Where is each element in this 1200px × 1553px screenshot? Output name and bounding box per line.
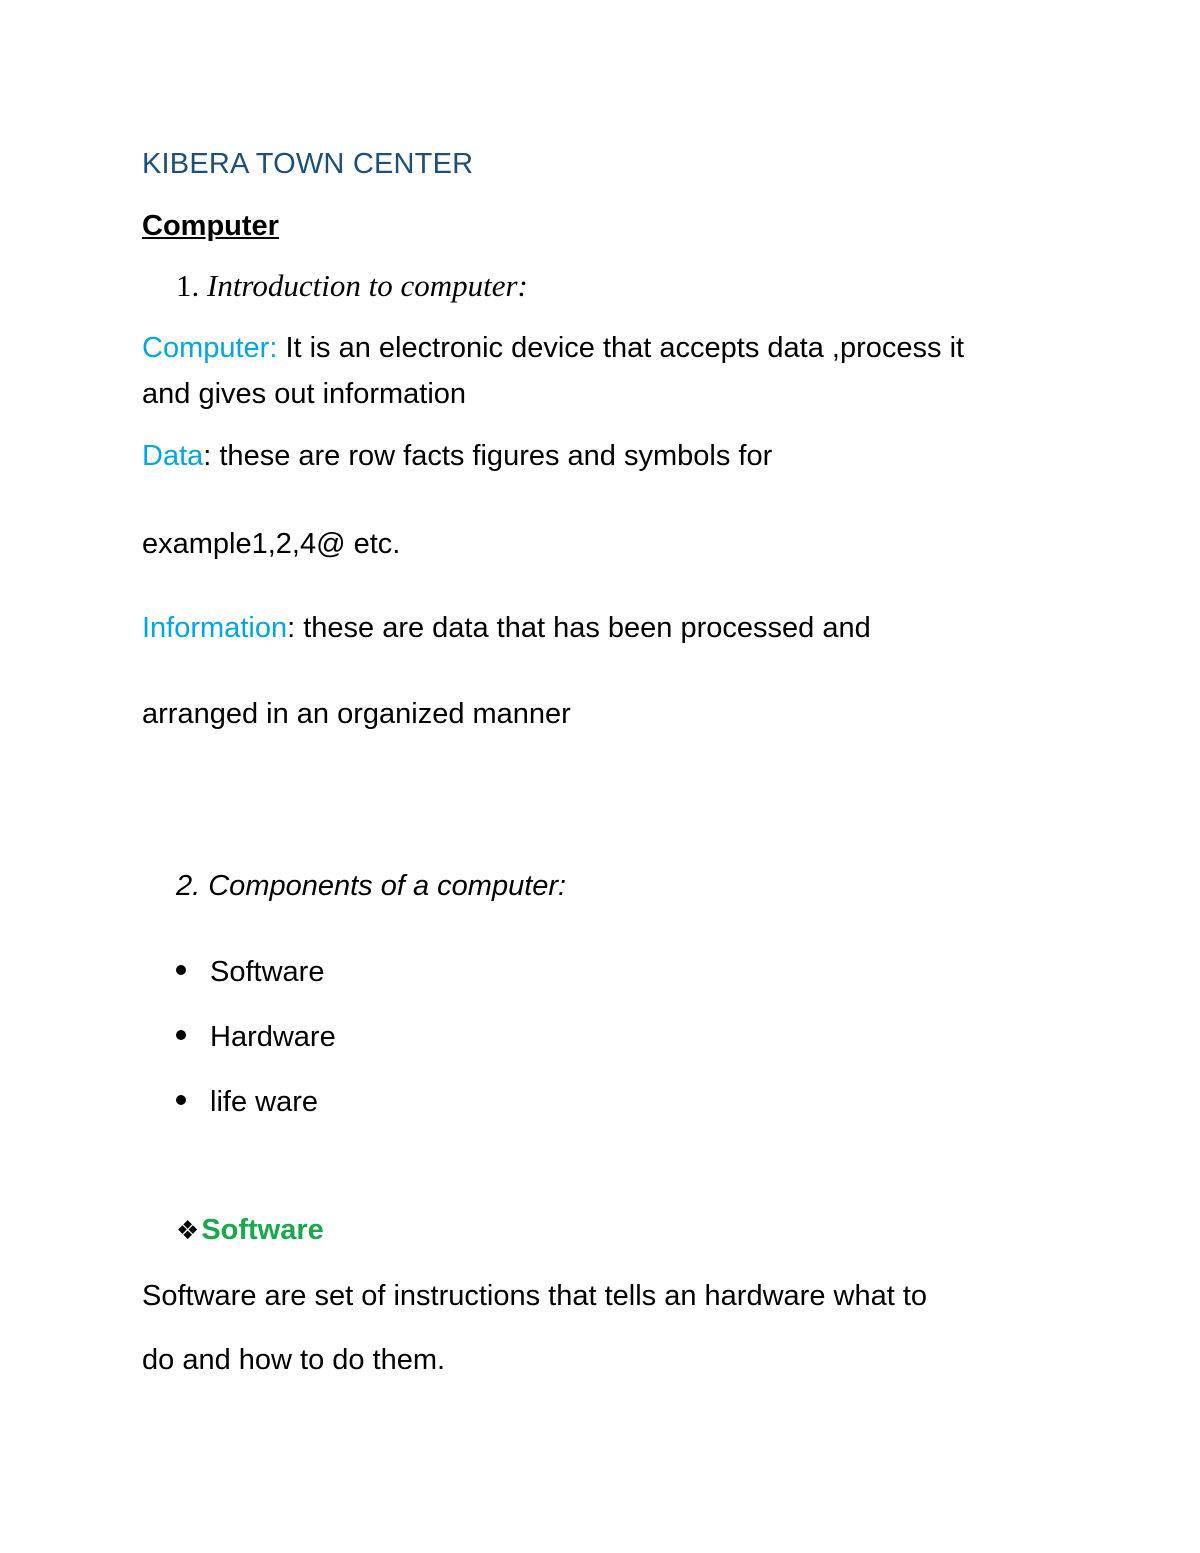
software-paragraph-line-1: Software are set of instructions that tells an hardware what to <box>142 1280 928 1312</box>
definition-text: : these are data that has been processed and <box>287 612 871 644</box>
definition-data <box>142 438 772 474</box>
definition-term: Information <box>142 612 288 644</box>
software-heading <box>176 1212 324 1249</box>
section-1-title: Introduction to computer: <box>207 268 528 303</box>
definition-data-continuation: example1,2,4@ etc. <box>142 528 401 560</box>
definition-term: Computer: <box>142 332 278 364</box>
bullet-icon <box>176 1030 186 1040</box>
definition-computer-continuation: and gives out information <box>142 378 467 410</box>
definition-information <box>142 610 871 646</box>
list-item-label: Software <box>210 956 325 988</box>
section-heading-computer: Computer <box>142 210 279 242</box>
bullet-icon <box>176 1095 186 1105</box>
section-2-heading: 2. Components of a computer: <box>176 870 567 902</box>
definition-computer <box>142 330 964 366</box>
definition-term: Data <box>142 440 204 472</box>
list-item-label: life ware <box>210 1086 318 1118</box>
diamond-bullet-icon: ❖ <box>176 1216 200 1246</box>
list-item <box>176 1084 318 1120</box>
list-item <box>176 954 324 990</box>
software-paragraph-line-2: do and how to do them. <box>142 1344 446 1376</box>
software-heading-label: Software <box>201 1214 324 1246</box>
list-item <box>176 1019 336 1055</box>
section-1-number: 1. <box>176 268 200 303</box>
definition-text: It is an electronic device that accepts data ,process it <box>277 332 965 364</box>
document-title: KIBERA TOWN CENTER <box>142 148 474 180</box>
section-1-heading <box>176 268 528 304</box>
list-item-label: Hardware <box>210 1021 336 1053</box>
definition-information-continuation: arranged in an organized manner <box>142 698 571 730</box>
bullet-icon <box>176 965 186 975</box>
definition-text: : these are row facts figures and symbols for <box>203 440 773 472</box>
